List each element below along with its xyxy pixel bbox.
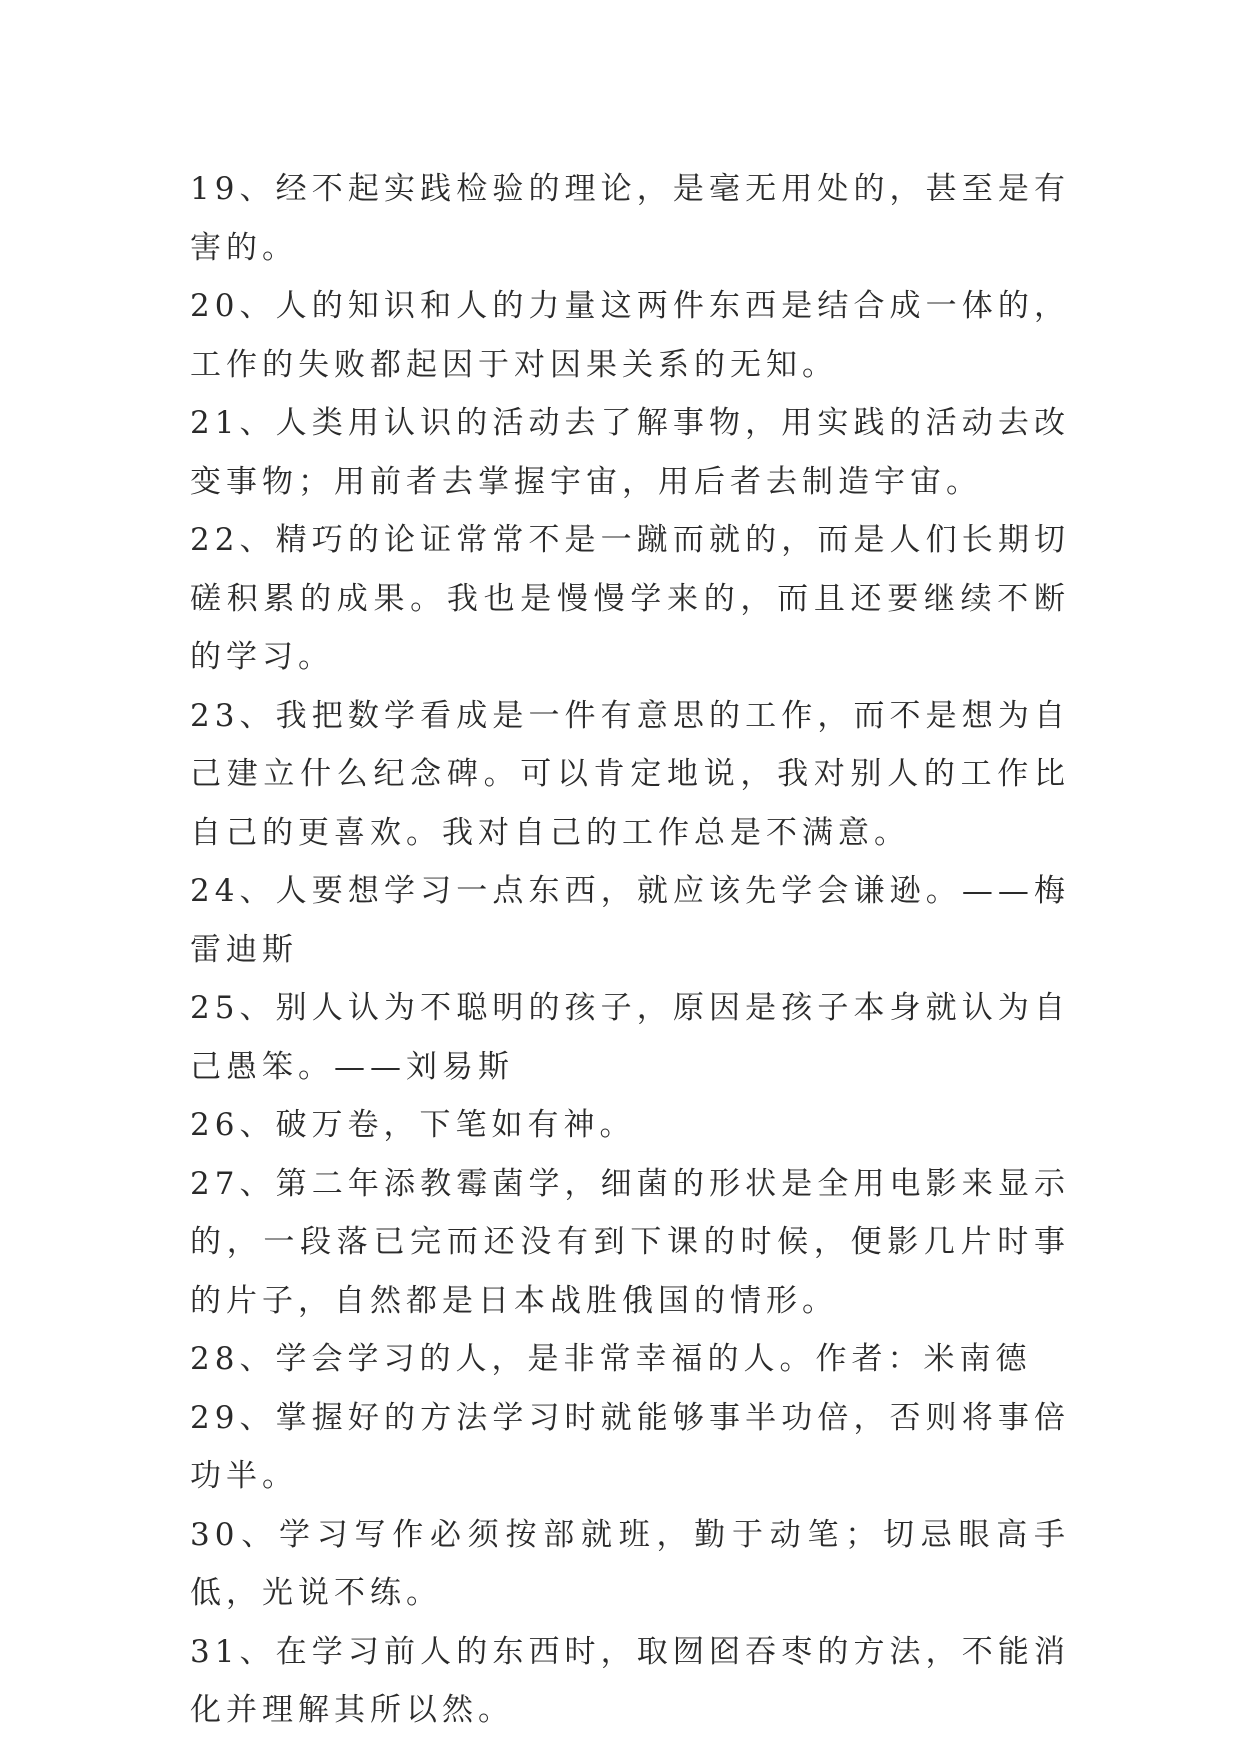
quote-item-28: 28、学会学习的人，是非常幸福的人。作者：米南德 (190, 1341, 1032, 1377)
quote-item-23: 23、我把数学看成是一件有意思的工作，而不是想为自己建立什么纪念碑。可以肯定地说，我对别人的工作比自己的更喜欢。我对自己的工作总是不满意。 (190, 697, 1070, 851)
quote-list (190, 160, 1070, 1740)
quote-item-26: 26、破万卷，下笔如有神。 (190, 1107, 636, 1143)
quote-item-27: 27、第二年添教霉菌学，细菌的形状是全用电影来显示的，一段落已完而还没有到下课的时候，便影几片时事的片子，自然都是日本战胜俄国的情形。 (190, 1165, 1070, 1319)
quote-item-19: 19、经不起实践检验的理论，是毫无用处的，甚至是有害的。 (190, 171, 1070, 266)
quote-item-24: 24、人要想学习一点东西，就应该先学会谦逊。——梅雷迪斯 (190, 873, 1070, 968)
quote-item-29: 29、掌握好的方法学习时就能够事半功倍，否则将事倍功半。 (190, 1399, 1070, 1494)
quote-item-22: 22、精巧的论证常常不是一蹴而就的，而是人们长期切磋积累的成果。我也是慢慢学来的，而且还要继续不断的学习。 (190, 522, 1070, 675)
quote-item-25: 25、别人认为不聪明的孩子，原因是孩子本身就认为自己愚笨。——刘易斯 (190, 990, 1070, 1085)
quote-item-30: 30、学习写作必须按部就班，勤于动笔；切忌眼高手低，光说不练。 (190, 1516, 1070, 1611)
quote-item-31: 31、在学习前人的东西时，取囫囵吞枣的方法，不能消化并理解其所以然。 (190, 1633, 1070, 1728)
quote-item-21: 21、人类用认识的活动去了解事物，用实践的活动去改变事物；用前者去掌握宇宙，用后者去制造宇宙。 (190, 405, 1070, 500)
quote-item-20: 20、人的知识和人的力量这两件东西是结合成一体的，工作的失败都起因于对因果关系的无知。 (190, 288, 1070, 383)
